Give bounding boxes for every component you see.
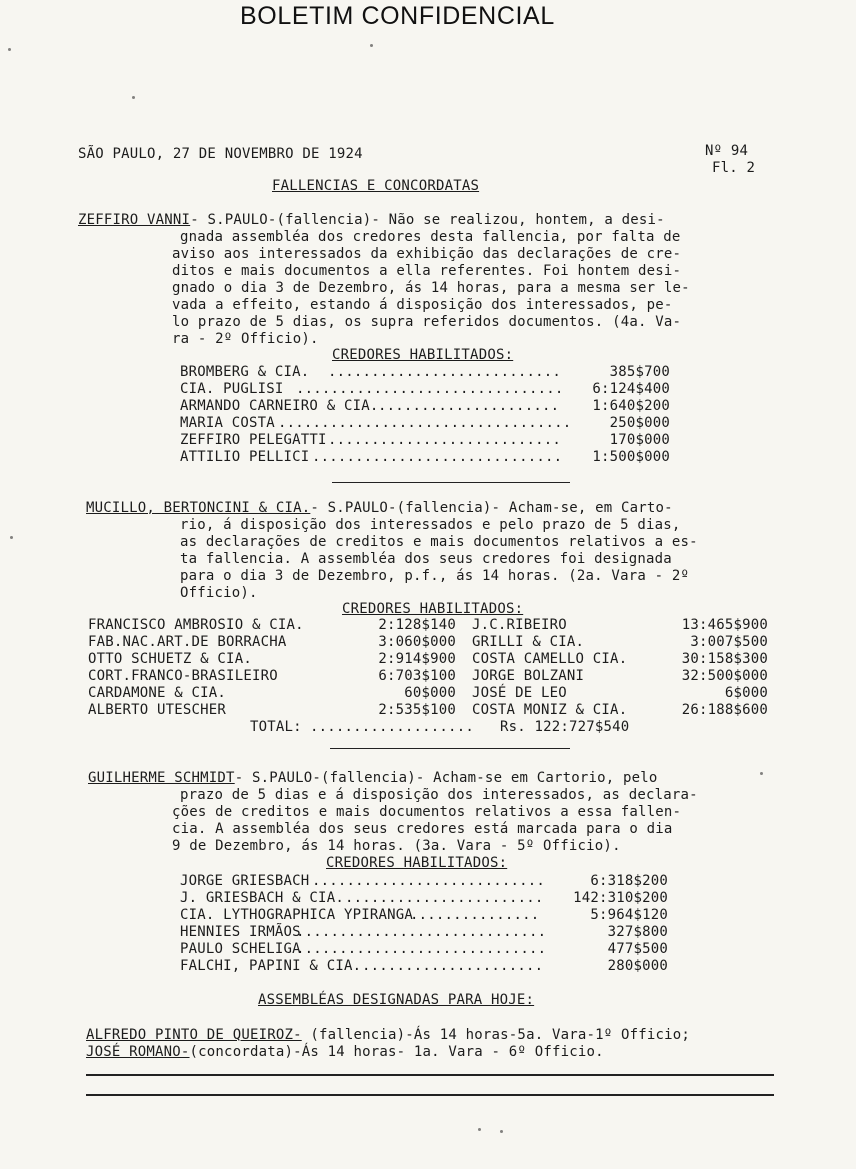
entry-mucillo-line: rio, á disposição dos interessados e pelo prazo de 5 dias, — [180, 517, 681, 533]
creditor-name: ATTILIO PELLICI — [180, 449, 310, 465]
leader-dots: ............................... — [296, 381, 564, 397]
creditor-name: ALBERTO UTESCHER — [88, 702, 227, 718]
creditor-name: JOSÉ DE LEO — [472, 685, 567, 701]
entry-mucillo-line: ta fallencia. A assembléa dos seus credores foi designada — [180, 551, 672, 567]
creditor-amount: 477$500 — [607, 941, 668, 957]
entry-guilherme-first-line — [88, 770, 658, 786]
creditor-name: ZEFFIRO PELEGATTI — [180, 432, 327, 448]
section-divider — [332, 482, 570, 483]
leader-dots: ............................. — [296, 924, 547, 940]
section-title: FALLENCIAS E CONCORDATAS — [272, 178, 480, 194]
leader-dots: ............................. — [296, 941, 547, 957]
sheet-number: Fl. 2 — [712, 160, 756, 176]
creditor-name: OTTO SCHUETZ & CIA. — [88, 651, 252, 667]
creditor-name: J.C.RIBEIRO — [472, 617, 567, 633]
entry-mucillo-line: para o dia 3 de Dezembro, p.f., ás 14 horas. (2a. Vara - 2º — [180, 568, 690, 584]
leader-dots: ............... — [410, 907, 540, 923]
entry-zeffiro-line: ra - 2º Officio). — [172, 331, 319, 347]
total-label: TOTAL: — [250, 719, 302, 735]
creditor-name: ARMANDO CARNEIRO & CIA. — [180, 398, 379, 414]
total-value: Rs. 122:727$540 — [500, 719, 630, 735]
bulletin-title: BOLETIM CONFIDENCIAL — [240, 2, 555, 30]
creditor-amount: 170$000 — [609, 432, 670, 448]
creditor-amount: 385$700 — [609, 364, 670, 380]
creditor-name: PAULO SCHELIGA — [180, 941, 301, 957]
entry-guilherme-line: cia. A assembléa dos seus credores está marcada para o dia — [172, 821, 673, 837]
creditor-amount: 6$000 — [724, 685, 768, 701]
leader-dots: ........................... — [328, 432, 561, 448]
leader-dots: ................... — [310, 719, 474, 735]
entry-guilherme-name: GUILHERME SCHMIDT — [88, 770, 235, 786]
creditor-name: COSTA MONIZ & CIA. — [472, 702, 628, 718]
creditor-amount: 5:964$120 — [590, 907, 668, 923]
creditor-name: J. GRIESBACH & CIA. — [180, 890, 344, 906]
creditor-amount: 26:188$600 — [681, 702, 768, 718]
creditor-name: FRANCISCO AMBROSIO & CIA. — [88, 617, 304, 633]
scan-speck — [760, 772, 763, 775]
creditor-amount: 327$800 — [607, 924, 668, 940]
entry-guilherme-line: prazo de 5 dias e á disposição dos interessados, as declara- — [180, 787, 698, 803]
creditor-name: CORT.FRANCO-BRASILEIRO — [88, 668, 278, 684]
creditor-name: CARDAMONE & CIA. — [88, 685, 227, 701]
entry-zeffiro-first-line — [78, 212, 665, 228]
closing-rule — [86, 1094, 774, 1096]
scan-speck — [8, 48, 11, 51]
leader-dots: ..................... — [378, 398, 560, 414]
creditors-heading: CREDORES HABILITADOS: — [342, 601, 524, 617]
entry-mucillo-line: as declarações de creditos e mais documentos relativos a es- — [180, 534, 698, 550]
today-item-detail: (concordata)-Ás 14 horas- 1a. Vara - 6º Officio. — [189, 1044, 604, 1060]
creditor-name: COSTA CAMELLO CIA. — [472, 651, 628, 667]
leader-dots: .................................. — [278, 415, 572, 431]
scan-speck — [10, 536, 13, 539]
creditors-heading: CREDORES HABILITADOS: — [326, 855, 508, 871]
creditor-name: CIA. LYTHOGRAPHICA YPIRANGA — [180, 907, 413, 923]
creditor-amount: 1:500$000 — [592, 449, 670, 465]
creditor-amount: 142:310$200 — [573, 890, 668, 906]
section-divider — [330, 748, 570, 749]
dateline: SÃO PAULO, 27 DE NOVEMBRO DE 1924 — [78, 146, 363, 162]
creditor-name: JORGE GRIESBACH — [180, 873, 310, 889]
today-item-detail: (fallencia)-Ás 14 horas-5a. Vara-1º Officio; — [301, 1027, 691, 1043]
creditor-name: JORGE BOLZANI — [472, 668, 585, 684]
today-item — [86, 1027, 690, 1043]
bulletin-number: Nº 94 — [705, 143, 749, 159]
today-item — [86, 1044, 604, 1060]
scan-speck — [132, 96, 135, 99]
creditor-name: GRILLI & CIA. — [472, 634, 585, 650]
creditor-name: HENNIES IRMÃOS — [180, 924, 301, 940]
creditor-amount: 30:158$300 — [681, 651, 768, 667]
today-heading: ASSEMBLÉAS DESIGNADAS PARA HOJE: — [258, 992, 535, 1008]
entry-zeffiro-line: gnado o dia 3 de Dezembro, ás 14 horas, para a mesma ser le- — [172, 280, 690, 296]
creditor-name: CIA. PUGLISI — [180, 381, 284, 397]
leader-dots: ..................... — [362, 958, 544, 974]
entry-zeffiro-name: ZEFFIRO VANNI — [78, 212, 191, 228]
creditor-name: MARIA COSTA — [180, 415, 275, 431]
creditor-amount: 2:535$100 — [378, 702, 456, 718]
creditor-amount: 2:914$900 — [378, 651, 456, 667]
leader-dots: ........................... — [312, 873, 545, 889]
leader-dots: ....................... — [345, 890, 544, 906]
scan-speck — [500, 1130, 503, 1133]
entry-zeffiro-line: aviso aos interessados da exhibição das declarações de cre- — [172, 246, 682, 262]
leader-dots: ............................. — [312, 449, 563, 465]
creditor-amount: 2:128$140 — [378, 617, 456, 633]
creditor-amount: 6:318$200 — [590, 873, 668, 889]
closing-rule — [86, 1074, 774, 1076]
creditor-amount: 280$000 — [607, 958, 668, 974]
creditor-amount: 6:124$400 — [592, 381, 670, 397]
creditor-amount: 250$000 — [609, 415, 670, 431]
creditor-amount: 13:465$900 — [681, 617, 768, 633]
entry-mucillo-name: MUCILLO, BERTONCINI & CIA. — [86, 500, 311, 516]
today-item-name: JOSÉ ROMANO- — [86, 1044, 190, 1060]
creditors-heading: CREDORES HABILITADOS: — [332, 347, 514, 363]
entry-guilherme-line: 9 de Dezembro, ás 14 horas. (3a. Vara - 5º Officio). — [172, 838, 621, 854]
creditor-amount: 3:007$500 — [690, 634, 768, 650]
scan-speck — [370, 44, 373, 47]
leader-dots: ........................... — [328, 364, 561, 380]
entry-guilherme-line: - S.PAULO-(fallencia)- Acham-se em Cartorio, pelo — [234, 770, 658, 786]
entry-mucillo-line: - S.PAULO-(fallencia)- Acham-se, em Carto- — [310, 500, 673, 516]
entry-zeffiro-line: vada a effeito, estando á disposição dos interessados, pe- — [172, 297, 673, 313]
scan-speck — [478, 1128, 481, 1131]
creditor-name: FALCHI, PAPINI & CIA. — [180, 958, 362, 974]
creditor-amount: 6:703$100 — [378, 668, 456, 684]
creditor-amount: 60$000 — [404, 685, 456, 701]
entry-zeffiro-line: gnada assembléa dos credores desta fallencia, por falta de — [180, 229, 681, 245]
creditor-name: FAB.NAC.ART.DE BORRACHA — [88, 634, 287, 650]
creditor-amount: 1:640$200 — [592, 398, 670, 414]
creditor-amount: 32:500$000 — [681, 668, 768, 684]
entry-guilherme-line: ções de creditos e mais documentos relativos a essa fallen- — [172, 804, 682, 820]
entry-zeffiro-line: - S.PAULO-(fallencia)- Não se realizou, hontem, a desi- — [190, 212, 665, 228]
today-item-name: ALFREDO PINTO DE QUEIROZ- — [86, 1027, 302, 1043]
entry-zeffiro-line: lo prazo de 5 dias, os supra referidos documentos. (4a. Va- — [172, 314, 682, 330]
entry-zeffiro-line: ditos e mais documentos a ella referentes. Foi hontem desi- — [172, 263, 682, 279]
entry-mucillo-line: Officio). — [180, 585, 258, 601]
entry-mucillo-first-line — [86, 500, 673, 516]
creditor-amount: 3:060$000 — [378, 634, 456, 650]
creditor-name: BROMBERG & CIA. — [180, 364, 310, 380]
